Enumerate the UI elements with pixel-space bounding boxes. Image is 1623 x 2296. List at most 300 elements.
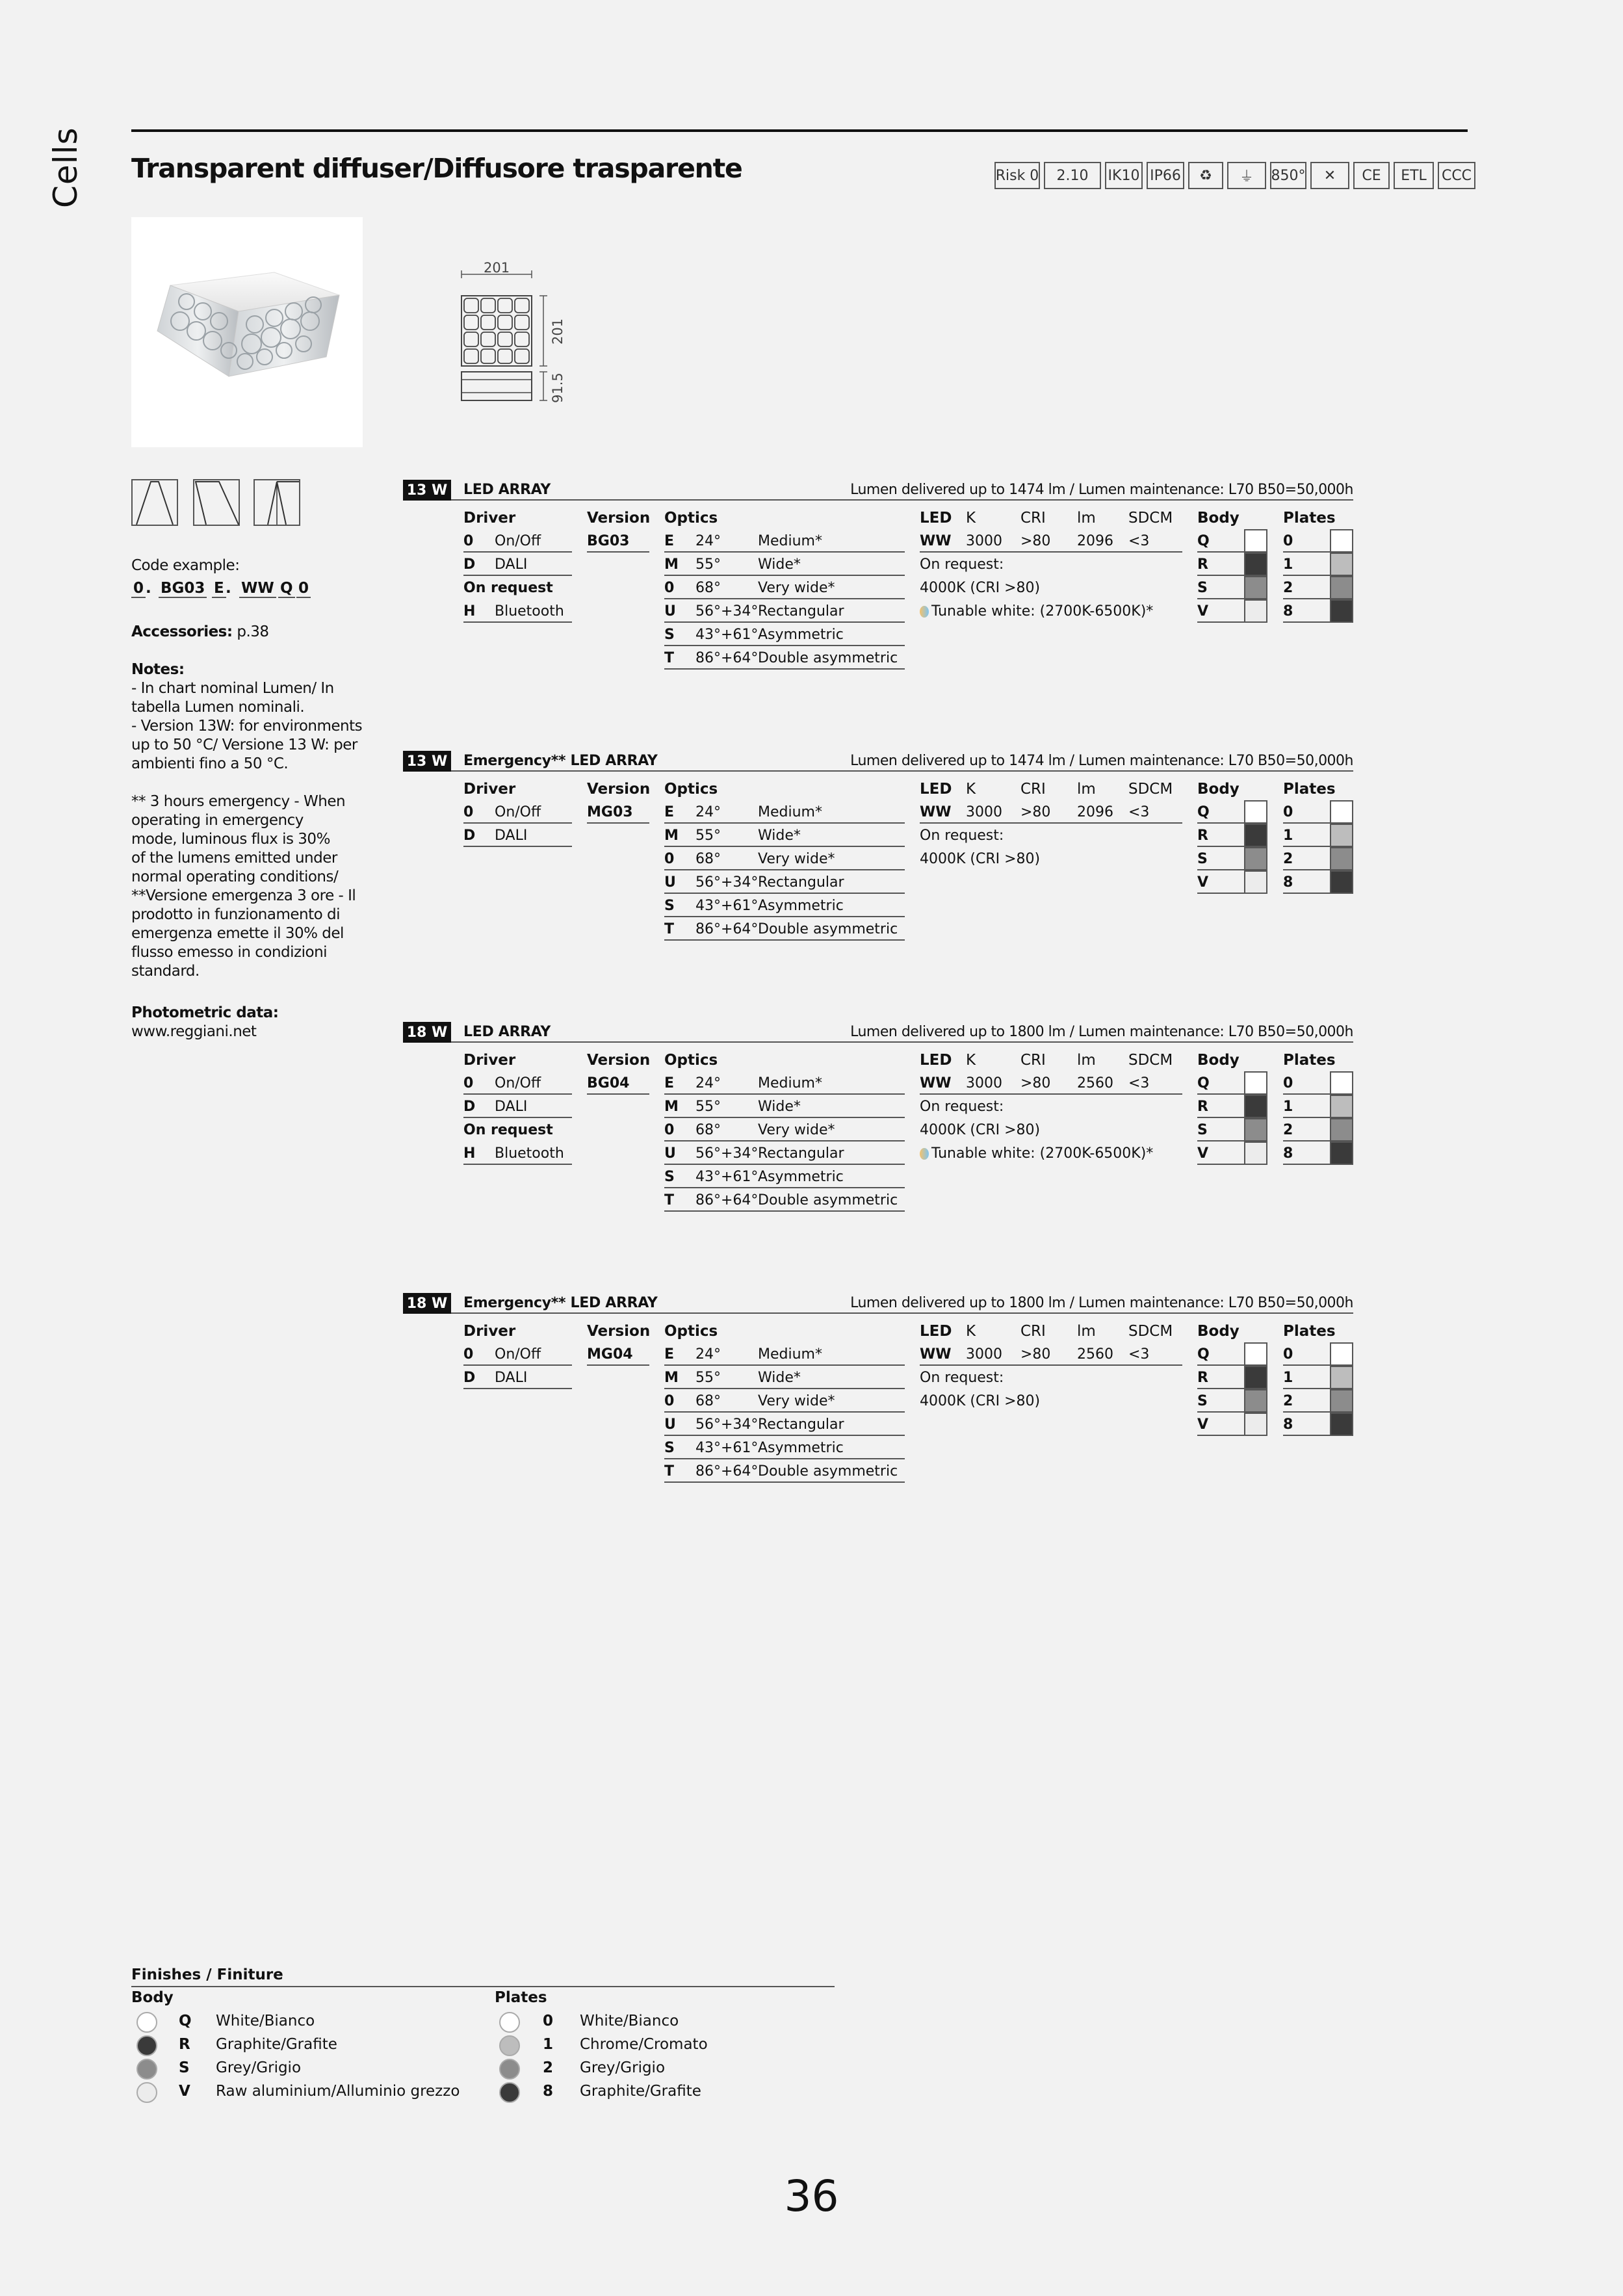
wattage-badge: 18 W bbox=[403, 1293, 451, 1314]
led-sdcm: <3 bbox=[1128, 804, 1150, 820]
led-code: WW bbox=[920, 533, 952, 549]
note-line: up to 50 °C/ Versione 13 W: per bbox=[131, 737, 357, 753]
body-code: R bbox=[1197, 1370, 1208, 1386]
plates-finish-swatch bbox=[499, 2012, 520, 2033]
column-header-driver: Driver bbox=[463, 510, 516, 527]
note-line: - Version 13W: for environments bbox=[131, 718, 363, 735]
impact-rating-icon bbox=[1105, 162, 1143, 189]
beam-medium-icon bbox=[131, 479, 178, 526]
optic-angle: 68° bbox=[695, 851, 721, 867]
body-finish-name: Raw aluminium/Alluminio grezzo bbox=[216, 2083, 460, 2100]
optic-code: M bbox=[664, 556, 679, 573]
led-k: 3000 bbox=[966, 533, 1002, 549]
ingress-protection-icon bbox=[1147, 162, 1184, 189]
body-code: R bbox=[1197, 828, 1208, 844]
body-swatch bbox=[1244, 1413, 1267, 1436]
column-header-version: Version bbox=[587, 1323, 651, 1340]
column-header-driver: Driver bbox=[463, 1323, 516, 1340]
led-code: WW bbox=[920, 804, 952, 820]
optic-row bbox=[664, 623, 905, 646]
optic-code: U bbox=[664, 1145, 676, 1162]
plate-code: 0 bbox=[1283, 1346, 1293, 1363]
etl-mark-icon bbox=[1394, 162, 1434, 189]
optic-angle: 55° bbox=[695, 1099, 721, 1115]
led-lm: 2560 bbox=[1077, 1346, 1113, 1363]
optic-row bbox=[664, 1389, 905, 1413]
plate-code: 8 bbox=[1283, 603, 1293, 620]
plate-swatch bbox=[1330, 1389, 1353, 1413]
optic-name: Rectangular bbox=[758, 603, 844, 620]
column-header-lm: lm bbox=[1077, 1052, 1096, 1069]
plate-code: 2 bbox=[1283, 580, 1293, 596]
plate-code: 1 bbox=[1283, 828, 1293, 844]
optic-name: Very wide* bbox=[758, 580, 835, 596]
optic-angle: 86°+64° bbox=[695, 921, 759, 937]
body-finish-code: S bbox=[179, 2059, 190, 2076]
plate-swatch bbox=[1330, 1071, 1353, 1095]
body-code: S bbox=[1197, 1393, 1208, 1409]
column-header-sdcm: SDCM bbox=[1128, 1052, 1173, 1069]
body-code: Q bbox=[1197, 1346, 1210, 1363]
optic-angle: 86°+64° bbox=[695, 1192, 759, 1208]
optic-row bbox=[664, 1118, 905, 1141]
code-part: E bbox=[212, 580, 226, 598]
etl-mark-icon-label: ETL bbox=[1401, 167, 1427, 184]
plate-code: 8 bbox=[1283, 1416, 1293, 1433]
body-finish-swatch bbox=[136, 2035, 157, 2056]
optic-name: Rectangular bbox=[758, 1416, 844, 1433]
optic-angle: 24° bbox=[695, 1075, 721, 1091]
plates-finish-code: 1 bbox=[543, 2036, 554, 2053]
led-row bbox=[920, 1071, 1182, 1095]
body-code: Q bbox=[1197, 533, 1210, 549]
body-code: S bbox=[1197, 1122, 1208, 1138]
plate-swatch bbox=[1330, 800, 1353, 824]
class-1-earth-icon-label: ⏚ bbox=[1239, 168, 1254, 185]
plate-swatch bbox=[1330, 847, 1353, 870]
note-line: operating in emergency bbox=[131, 812, 304, 829]
optic-angle: 56°+34° bbox=[695, 1145, 759, 1162]
driver-code: 0 bbox=[463, 804, 474, 820]
led-lm: 2560 bbox=[1077, 1075, 1113, 1091]
plates-finish-name: Grey/Grigio bbox=[580, 2059, 666, 2076]
plates-finish-code: 8 bbox=[543, 2083, 554, 2100]
body-swatch bbox=[1244, 800, 1267, 824]
optic-row bbox=[664, 800, 905, 824]
optic-code: U bbox=[664, 603, 676, 620]
column-header-version: Version bbox=[587, 781, 651, 798]
ce-mark-icon-label: CE bbox=[1362, 167, 1381, 184]
page-number: 36 bbox=[784, 2171, 839, 2221]
optic-code: E bbox=[664, 1346, 675, 1363]
body-finish-name: Graphite/Grafite bbox=[216, 2036, 337, 2053]
optic-row bbox=[664, 1459, 905, 1483]
section-header bbox=[403, 1293, 1353, 1314]
led-k: 3000 bbox=[966, 1346, 1002, 1363]
note-line: - In chart nominal Lumen/ In bbox=[131, 680, 334, 697]
note-line: emergenza emette il 30% del bbox=[131, 925, 344, 942]
plate-swatch bbox=[1330, 599, 1353, 623]
led-row bbox=[920, 800, 1182, 824]
body-code: S bbox=[1197, 580, 1208, 596]
body-code: V bbox=[1197, 1145, 1209, 1162]
column-header-plates: Plates bbox=[1283, 1323, 1336, 1340]
ce-mark-icon bbox=[1353, 162, 1390, 189]
optic-row bbox=[664, 553, 905, 576]
optic-name: Asymmetric bbox=[758, 898, 844, 914]
driver-row bbox=[463, 1342, 572, 1366]
header-rule bbox=[131, 129, 1468, 132]
plate-code: 0 bbox=[1283, 1075, 1293, 1091]
optic-angle: 56°+34° bbox=[695, 874, 759, 891]
optic-name: Wide* bbox=[758, 1370, 801, 1386]
column-header-version: Version bbox=[587, 1052, 651, 1069]
version-code: MG04 bbox=[587, 1346, 633, 1363]
column-header-k: K bbox=[966, 781, 976, 798]
note-line: ambienti fino a 50 °C. bbox=[131, 755, 289, 772]
notes-text bbox=[131, 679, 365, 981]
lumen-info: Lumen delivered up to 1800 lm / Lumen maintenance: L70 B50=50,000h bbox=[850, 1024, 1353, 1040]
optic-angle: 43°+61° bbox=[695, 898, 759, 914]
optic-code: 0 bbox=[664, 1122, 675, 1138]
code-part: . bbox=[146, 580, 151, 597]
optic-code: S bbox=[664, 1440, 675, 1456]
optic-row bbox=[664, 1071, 905, 1095]
driver-code: D bbox=[463, 556, 476, 573]
led-on-request: On request: bbox=[920, 556, 1004, 573]
weight-icon-label: 2.10 bbox=[1056, 167, 1089, 184]
led-sdcm: <3 bbox=[1128, 533, 1150, 549]
column-header-driver: Driver bbox=[463, 781, 516, 798]
beam-double-asymmetric-icon bbox=[253, 479, 300, 526]
plate-swatch bbox=[1330, 576, 1353, 599]
optic-name: Double asymmetric bbox=[758, 921, 898, 937]
led-option-4000k: 4000K (CRI >80) bbox=[920, 580, 1041, 596]
optic-row bbox=[664, 599, 905, 623]
optic-row bbox=[664, 576, 905, 599]
spec-section bbox=[403, 480, 1353, 714]
optic-name: Asymmetric bbox=[758, 627, 844, 643]
driver-row bbox=[463, 824, 572, 847]
optic-row bbox=[664, 1141, 905, 1165]
version-row bbox=[587, 1071, 649, 1095]
finishes-body-label: Body bbox=[131, 1989, 174, 2006]
plate-swatch bbox=[1330, 529, 1353, 553]
driver-on-request-label: On request bbox=[463, 580, 553, 596]
optic-angle: 43°+61° bbox=[695, 1169, 759, 1185]
optic-code: M bbox=[664, 1370, 679, 1386]
ingress-protection-icon-label: IP66 bbox=[1150, 167, 1181, 184]
column-header-sdcm: SDCM bbox=[1128, 510, 1173, 527]
optic-code: M bbox=[664, 828, 679, 844]
body-code: Q bbox=[1197, 1075, 1210, 1091]
optic-name: Wide* bbox=[758, 828, 801, 844]
led-row bbox=[920, 1342, 1182, 1366]
column-header-cri: CRI bbox=[1020, 1052, 1046, 1069]
driver-row bbox=[463, 1141, 572, 1165]
body-swatch bbox=[1244, 576, 1267, 599]
optic-code: E bbox=[664, 804, 675, 820]
finishes-header bbox=[131, 1966, 835, 1987]
photobiological-risk-icon bbox=[994, 162, 1040, 189]
optic-row bbox=[664, 847, 905, 870]
driver-name: DALI bbox=[495, 1099, 528, 1115]
version-row bbox=[587, 1342, 649, 1366]
optic-angle: 68° bbox=[695, 580, 721, 596]
column-header-lm: lm bbox=[1077, 1323, 1096, 1340]
section-header bbox=[403, 480, 1353, 501]
product-photo bbox=[131, 217, 363, 447]
body-swatch bbox=[1244, 529, 1267, 553]
section-name: LED ARRAY bbox=[463, 482, 551, 498]
plates-finish-name: White/Bianco bbox=[580, 2013, 679, 2029]
plate-swatch bbox=[1330, 553, 1353, 576]
plates-finish-swatch bbox=[499, 2035, 520, 2056]
optic-row bbox=[664, 1188, 905, 1212]
accessories-label: Accessories: bbox=[131, 623, 233, 640]
plate-swatch bbox=[1330, 1141, 1353, 1165]
code-example bbox=[131, 580, 326, 602]
led-tunable-white bbox=[920, 603, 1153, 620]
plate-swatch bbox=[1330, 1413, 1353, 1436]
lumen-info: Lumen delivered up to 1800 lm / Lumen maintenance: L70 B50=50,000h bbox=[850, 1295, 1353, 1311]
column-header-body: Body bbox=[1197, 510, 1240, 527]
optic-angle: 55° bbox=[695, 828, 721, 844]
optic-name: Asymmetric bbox=[758, 1169, 844, 1185]
photometric-label: Photometric data: bbox=[131, 1004, 279, 1021]
optic-name: Very wide* bbox=[758, 1393, 835, 1409]
driver-code: D bbox=[463, 828, 476, 844]
optic-code: 0 bbox=[664, 580, 675, 596]
body-swatch bbox=[1244, 824, 1267, 847]
column-header-optics: Optics bbox=[664, 781, 718, 798]
column-header-plates: Plates bbox=[1283, 510, 1336, 527]
driver-code: D bbox=[463, 1370, 476, 1386]
column-header-sdcm: SDCM bbox=[1128, 1323, 1173, 1340]
accessories bbox=[131, 623, 269, 642]
note-line: of the lumens emitted under bbox=[131, 850, 337, 867]
section-label: Cells bbox=[47, 127, 84, 208]
column-header-k: K bbox=[966, 1052, 976, 1069]
optic-code: M bbox=[664, 1099, 679, 1115]
optic-name: Double asymmetric bbox=[758, 1463, 898, 1480]
body-swatch bbox=[1244, 1118, 1267, 1141]
code-part: 0 bbox=[296, 580, 311, 598]
body-swatch bbox=[1244, 1071, 1267, 1095]
glow-wire-icon bbox=[1270, 162, 1306, 189]
column-header-cri: CRI bbox=[1020, 781, 1046, 798]
driver-name: On/Off bbox=[495, 804, 541, 820]
optic-code: T bbox=[664, 1192, 675, 1208]
body-swatch bbox=[1244, 1342, 1267, 1366]
no-insulation-cover-icon-label: ✕ bbox=[1323, 167, 1336, 184]
accessories-value: p.38 bbox=[237, 623, 269, 640]
plate-code: 8 bbox=[1283, 1145, 1293, 1162]
note-line: prodotto in funzionamento di bbox=[131, 906, 340, 923]
driver-on-request-label: On request bbox=[463, 1122, 553, 1138]
spec-section bbox=[403, 1293, 1353, 1527]
driver-name: Bluetooth bbox=[495, 603, 564, 620]
class-1-earth-icon bbox=[1227, 162, 1266, 189]
plates-finish-name: Chrome/Cromato bbox=[580, 2036, 708, 2053]
column-header-optics: Optics bbox=[664, 510, 718, 527]
optic-name: Medium* bbox=[758, 1075, 822, 1091]
optic-name: Rectangular bbox=[758, 874, 844, 891]
note-line bbox=[131, 774, 365, 792]
optic-angle: 24° bbox=[695, 1346, 721, 1363]
optic-row bbox=[664, 1342, 905, 1366]
optic-row bbox=[664, 824, 905, 847]
column-header-led: LED bbox=[920, 510, 952, 527]
code-example-label: Code example: bbox=[131, 557, 240, 574]
optic-name: Rectangular bbox=[758, 1145, 844, 1162]
section-name: Emergency** LED ARRAY bbox=[463, 753, 658, 769]
plate-code: 1 bbox=[1283, 1370, 1293, 1386]
optic-row bbox=[664, 1413, 905, 1436]
driver-code: H bbox=[463, 603, 476, 620]
column-header-optics: Optics bbox=[664, 1052, 718, 1069]
body-finish-name: White/Bianco bbox=[216, 2013, 315, 2029]
optic-angle: 86°+64° bbox=[695, 650, 759, 666]
plate-code: 2 bbox=[1283, 851, 1293, 867]
body-finish-code: V bbox=[179, 2083, 190, 2100]
body-swatch bbox=[1244, 1366, 1267, 1389]
led-option-4000k: 4000K (CRI >80) bbox=[920, 851, 1041, 867]
optic-angle: 43°+61° bbox=[695, 1440, 759, 1456]
plate-swatch bbox=[1330, 870, 1353, 894]
tunable-white-text: Tunable white: (2700K-6500K)* bbox=[931, 1145, 1154, 1162]
optic-angle: 56°+34° bbox=[695, 1416, 759, 1433]
code-part: 0 bbox=[131, 580, 146, 598]
optic-name: Medium* bbox=[758, 804, 822, 820]
optic-code: S bbox=[664, 1169, 675, 1185]
driver-code: 0 bbox=[463, 533, 474, 549]
led-cri: >80 bbox=[1020, 533, 1051, 549]
optic-row bbox=[664, 894, 905, 917]
optic-row bbox=[664, 917, 905, 941]
led-code: WW bbox=[920, 1346, 952, 1363]
body-swatch bbox=[1244, 599, 1267, 623]
version-code: MG03 bbox=[587, 804, 633, 820]
section-header bbox=[403, 1022, 1353, 1043]
driver-row bbox=[463, 1071, 572, 1095]
plate-code: 0 bbox=[1283, 804, 1293, 820]
optic-code: U bbox=[664, 874, 676, 891]
tunable-white-icon bbox=[920, 1148, 929, 1160]
led-on-request: On request: bbox=[920, 1099, 1004, 1115]
dimension-height: 91.5 bbox=[550, 372, 565, 403]
plate-code: 8 bbox=[1283, 874, 1293, 891]
driver-code: H bbox=[463, 1145, 476, 1162]
driver-on-request-row bbox=[463, 576, 572, 599]
driver-code: 0 bbox=[463, 1075, 474, 1091]
led-sdcm: <3 bbox=[1128, 1075, 1150, 1091]
lumen-info: Lumen delivered up to 1474 lm / Lumen maintenance: L70 B50=50,000h bbox=[850, 753, 1353, 769]
optic-code: S bbox=[664, 627, 675, 643]
body-code: V bbox=[1197, 1416, 1209, 1433]
body-swatch bbox=[1244, 847, 1267, 870]
plates-finish-code: 0 bbox=[543, 2013, 554, 2029]
driver-name: On/Off bbox=[495, 1346, 541, 1363]
driver-name: On/Off bbox=[495, 1075, 541, 1091]
optic-name: Medium* bbox=[758, 1346, 822, 1363]
column-header-cri: CRI bbox=[1020, 510, 1046, 527]
version-row bbox=[587, 800, 649, 824]
dimension-width: 201 bbox=[484, 260, 510, 276]
optic-code: S bbox=[664, 898, 675, 914]
optic-row bbox=[664, 529, 905, 553]
weight-icon bbox=[1044, 162, 1101, 189]
finishes-title: Finishes / Finiture bbox=[131, 1966, 283, 1983]
beam-asymmetric-icon bbox=[193, 479, 240, 526]
optic-row bbox=[664, 870, 905, 894]
body-code: R bbox=[1197, 1099, 1208, 1115]
led-cri: >80 bbox=[1020, 1346, 1051, 1363]
version-code: BG03 bbox=[587, 533, 630, 549]
photometric-link[interactable]: www.reggiani.net bbox=[131, 1023, 257, 1040]
recycle-icon-label: ♻ bbox=[1199, 167, 1212, 184]
body-swatch bbox=[1244, 870, 1267, 894]
optic-angle: 55° bbox=[695, 1370, 721, 1386]
optic-angle: 43°+61° bbox=[695, 627, 759, 643]
dimension-depth: 201 bbox=[550, 318, 565, 345]
led-k: 3000 bbox=[966, 1075, 1002, 1091]
column-header-lm: lm bbox=[1077, 781, 1096, 798]
optic-name: Very wide* bbox=[758, 1122, 835, 1138]
optic-name: Double asymmetric bbox=[758, 1192, 898, 1208]
led-cri: >80 bbox=[1020, 1075, 1051, 1091]
led-cri: >80 bbox=[1020, 804, 1051, 820]
note-line: tabella Lumen nominali. bbox=[131, 699, 305, 716]
glow-wire-icon-label: 850° bbox=[1271, 167, 1306, 184]
optic-code: T bbox=[664, 650, 675, 666]
column-header-optics: Optics bbox=[664, 1323, 718, 1340]
optic-code: 0 bbox=[664, 1393, 675, 1409]
column-header-plates: Plates bbox=[1283, 1052, 1336, 1069]
body-code: Q bbox=[1197, 804, 1210, 820]
notes-label: Notes: bbox=[131, 661, 185, 678]
optic-angle: 56°+34° bbox=[695, 603, 759, 620]
optic-name: Asymmetric bbox=[758, 1440, 844, 1456]
code-part: . bbox=[226, 580, 231, 597]
section-header bbox=[403, 751, 1353, 772]
finishes-plates-label: Plates bbox=[495, 1989, 547, 2006]
column-header-k: K bbox=[966, 510, 976, 527]
wattage-badge: 13 W bbox=[403, 480, 451, 501]
column-header-led: LED bbox=[920, 1052, 952, 1069]
wattage-badge: 18 W bbox=[403, 1022, 451, 1043]
body-code: V bbox=[1197, 874, 1209, 891]
driver-row bbox=[463, 1366, 572, 1389]
plates-finish-swatch bbox=[499, 2082, 520, 2103]
optic-name: Double asymmetric bbox=[758, 650, 898, 666]
body-finish-swatch bbox=[136, 2082, 157, 2103]
recycle-icon bbox=[1188, 162, 1223, 189]
body-swatch bbox=[1244, 1095, 1267, 1118]
led-option-4000k: 4000K (CRI >80) bbox=[920, 1122, 1041, 1138]
plate-swatch bbox=[1330, 1342, 1353, 1366]
optic-code: 0 bbox=[664, 851, 675, 867]
spec-section bbox=[403, 1022, 1353, 1256]
driver-code: D bbox=[463, 1099, 476, 1115]
body-finish-name: Grey/Grigio bbox=[216, 2059, 302, 2076]
optic-name: Wide* bbox=[758, 1099, 801, 1115]
plate-swatch bbox=[1330, 1095, 1353, 1118]
optic-code: T bbox=[664, 1463, 675, 1480]
driver-row bbox=[463, 599, 572, 623]
optic-row bbox=[664, 1095, 905, 1118]
note-line: standard. bbox=[131, 963, 200, 980]
